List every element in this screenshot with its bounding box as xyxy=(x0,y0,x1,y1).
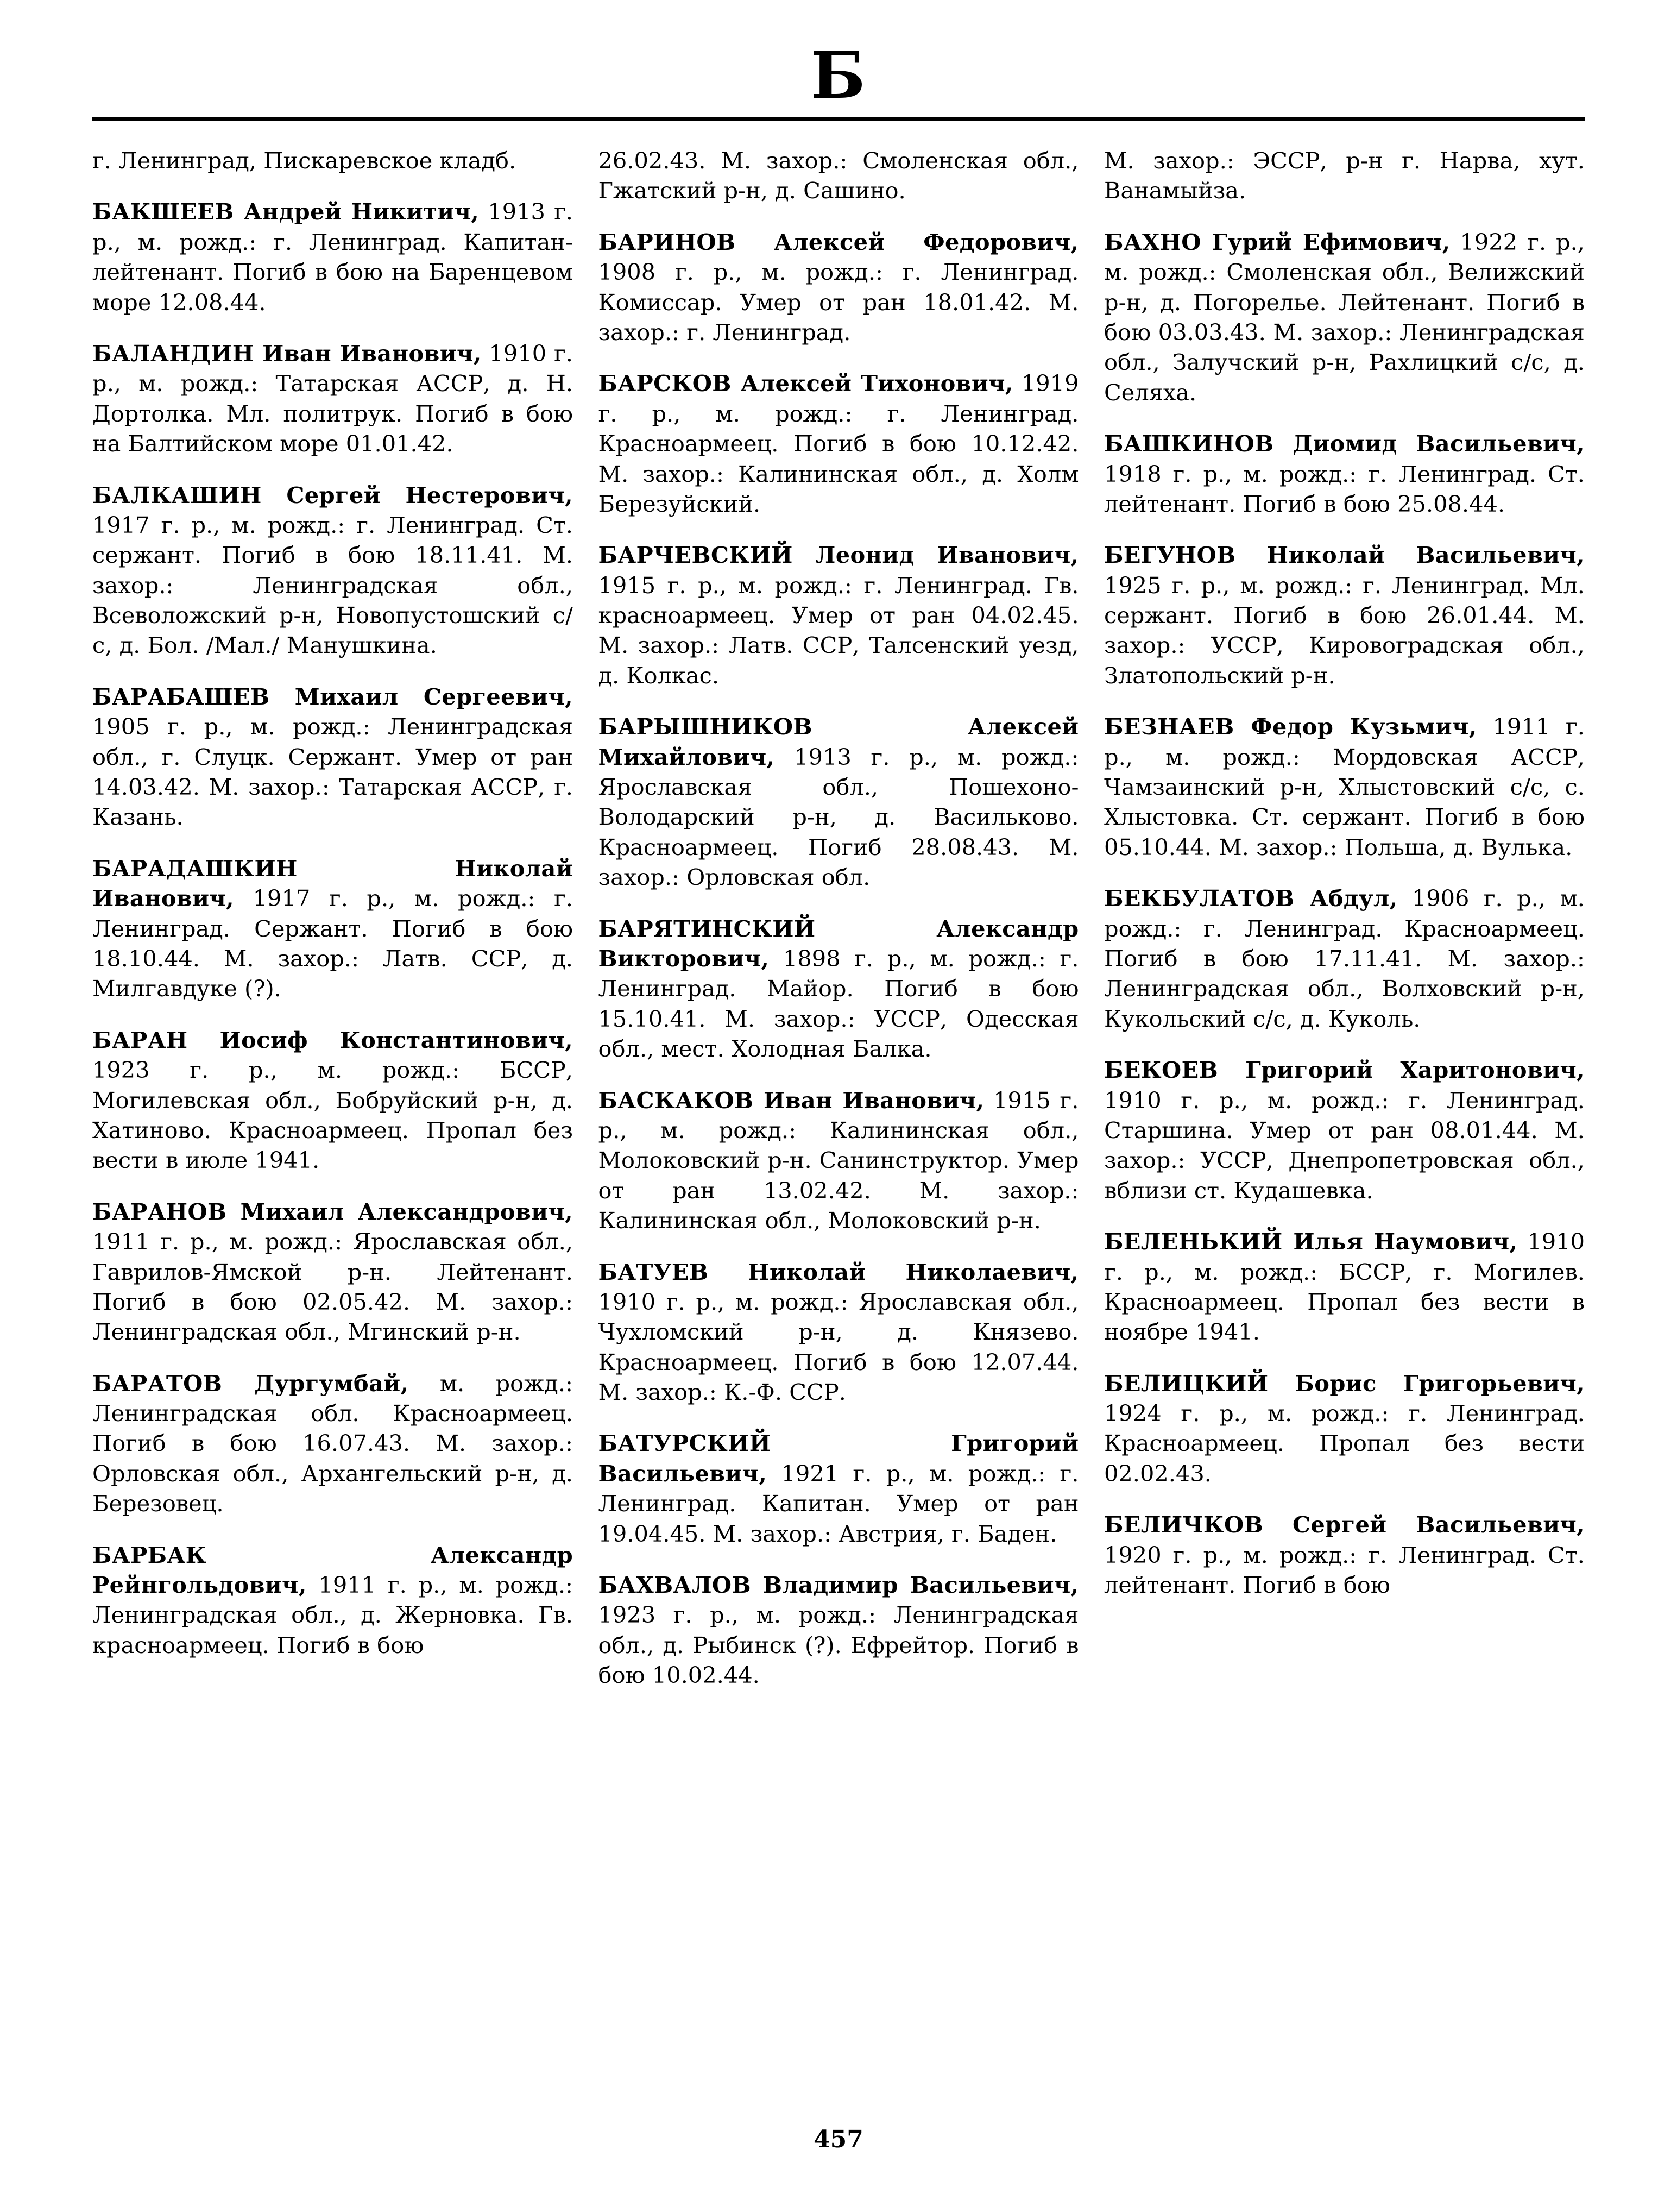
page-number: 457 xyxy=(814,2126,863,2153)
dictionary-entry xyxy=(1104,1227,1585,1347)
columns-container xyxy=(92,146,1585,2058)
dictionary-entry xyxy=(598,540,1079,690)
entry-name: БАРЫШНИКОВ Алексей Михайлович, xyxy=(598,713,1079,770)
entry-body: 1915 г. р., м. рожд.: Калининская обл., Молоковский р-н. Санинструктор. Умер от ран 13.02.42. М. захор.: Калининская обл., Молоковский р-н. xyxy=(598,1086,1079,1234)
entry-body: 1918 г. р., м. рожд.: г. Ленинград. Ст. лейтенант. Погиб в бою 25.08.44. xyxy=(1104,460,1585,517)
entry-body: 1921 г. р., м. рожд.: г. Ленинград. Капитан. Умер от ран 19.04.45. М. захор.: Австрия, г. Баден. xyxy=(598,1460,1079,1547)
dictionary-entry xyxy=(598,368,1079,519)
dictionary-entry xyxy=(92,1540,573,1661)
entry-continuation: 26.02.43. М. захор.: Смоленская обл., Гжатский р-н, д. Сашино. xyxy=(598,147,1079,204)
dictionary-entry xyxy=(598,712,1079,892)
entry-body: 1908 г. р., м. рожд.: г. Ленинград. Комиссар. Умер от ран 18.01.42. М. захор.: г. Ленинград. xyxy=(598,259,1079,345)
entry-name: БАКШЕЕВ Андрей Никитич, xyxy=(92,198,480,225)
entry-body: 1910 г. р., м. рожд.: г. Ленинград. Старшина. Умер от ран 08.01.44. М. захор.: УССР, Днепропетровская обл., вблизи ст. Кудашевка. xyxy=(1104,1086,1585,1204)
dictionary-entry xyxy=(1104,1510,1585,1600)
entry-body: 1905 г. р., м. рожд.: Ленинградская обл., г. Слуцк. Сержант. Умер от ран 14.03.42. М. захор.: Татарская АССР, г. Казань. xyxy=(92,713,573,831)
entry-name: БАРЯТИНСКИЙ Александр Викторович, xyxy=(598,915,1079,972)
entry-body: 1923 г. р., м. рожд.: БССР, Могилевская обл., Бобруйский р-н, д. Хатиново. Красноармеец. Пропал без вести в июле 1941. xyxy=(92,1057,573,1174)
dictionary-entry xyxy=(598,1428,1079,1549)
entry-name: БЕЛИЧКОВ Сергей Васильевич, xyxy=(1104,1511,1585,1538)
dictionary-entry xyxy=(92,682,573,832)
entry-body: 1910 г. р., м. рожд.: Татарская АССР, д. Н. Дортолка. Мл. политрук. Погиб в бою на Балтийском море 01.01.42. xyxy=(92,340,573,457)
entry-name: БЕЛЕНЬКИЙ Илья Наумович, xyxy=(1104,1228,1518,1255)
page-title: Б xyxy=(810,37,867,113)
entry-name: БЕКБУЛАТОВ Абдул, xyxy=(1104,885,1398,912)
dictionary-entry xyxy=(1104,227,1585,407)
entry-continuation: г. Ленинград, Пискаревское кладб. xyxy=(92,147,516,174)
entry-body: 1917 г. р., м. рожд.: г. Ленинград. Сержант. Погиб в бою 18.10.44. М. захор.: Латв. ССР, д. Милгавдуке (?). xyxy=(92,885,573,1002)
dictionary-entry xyxy=(92,197,573,317)
dictionary-entry xyxy=(92,1368,573,1519)
dictionary-entry xyxy=(1104,883,1585,1034)
entry-name: БАРБАК Александр Рейнгольдович, xyxy=(92,1541,573,1599)
dictionary-entry xyxy=(598,914,1079,1064)
entry-name: БАРИНОВ Алексей Федорович, xyxy=(598,228,1079,255)
entry-name: БАХВАЛОВ Владимир Васильевич, xyxy=(598,1572,1079,1599)
entry-name: БАРЧЕВСКИЙ Леонид Иванович, xyxy=(598,542,1079,569)
entry-body: 1925 г. р., м. рожд.: г. Ленинград. Мл. сержант. Погиб в бою 26.01.44. М. захор.: УССР, Кировоградская обл., Златопольский р-н. xyxy=(1104,571,1585,689)
dictionary-entry xyxy=(598,1257,1079,1407)
entry-name: БАРСКОВ Алексей Тихонович, xyxy=(598,370,1013,397)
entry-body: 1911 г. р., м. рожд.: Ярославская обл., Гаврилов-Ямской р-н. Лейтенант. Погиб в бою 02.05.42. М. захор.: Ленинградская обл., Мгинский р-н. xyxy=(92,1228,573,1346)
entry-body: 1906 г. р., м. рожд.: г. Ленинград. Красноармеец. Погиб в бою 17.11.41. М. захор.: Ленинградская обл., Волховский р-н, Кукольский с/с, д. Куколь. xyxy=(1104,885,1585,1032)
entry-body: 1910 г. р., м. рожд.: БССР, г. Могилев. Красноармеец. Пропал без вести в ноябре 1941. xyxy=(1104,1228,1585,1346)
dictionary-entry xyxy=(598,227,1079,348)
entry-name: БАХНО Гурий Ефимович, xyxy=(1104,228,1451,255)
dictionary-entry xyxy=(92,1025,573,1176)
entry-name: БАРАБАШЕВ Михаил Сергеевич, xyxy=(92,683,573,710)
dictionary-entry xyxy=(92,1197,573,1347)
header-divider xyxy=(92,117,1585,121)
dictionary-entry xyxy=(1104,712,1585,862)
column-1 xyxy=(92,146,573,1660)
entry-body: 1924 г. р., м. рожд.: г. Ленинград. Красноармеец. Пропал без вести 02.02.43. xyxy=(1104,1400,1585,1487)
entry-name: БАРАТОВ Дургумбай, xyxy=(92,1369,409,1397)
entry-body: 1915 г. р., м. рожд.: г. Ленинград. Гв. красноармеец. Умер от ран 04.02.45. М. захор.: Латв. ССР, Талсенский уезд, д. Колкас. xyxy=(598,571,1079,689)
entry-name: БАСКАКОВ Иван Иванович, xyxy=(598,1086,985,1114)
dictionary-entry xyxy=(1104,1055,1585,1205)
entry-body: м. рожд.: Ленинградская обл. Красноармеец. Погиб в бою 16.07.43. М. захор.: Орловская обл., Архангельский р-н, д. Березовец. xyxy=(92,1369,573,1517)
entry-name: БАТУРСКИЙ Григорий Васильевич, xyxy=(598,1430,1079,1487)
column-3 xyxy=(1104,146,1585,1600)
entry-body: 1922 г. р., м. рожд.: Смоленская обл., Велижский р-н, д. Погорелье. Лейтенант. Погиб в бою 03.03.43. М. захор.: Ленинградская обл., Залучский р-н, Рахлицкий с/с, д. Селяха. xyxy=(1104,228,1585,406)
entry-continuation: М. захор.: ЭССР, р-н г. Нарва, хут. Ванамыйза. xyxy=(1104,147,1585,204)
entry-name: БАРАНОВ Михаил Александрович, xyxy=(92,1198,573,1225)
dictionary-entry xyxy=(92,480,573,661)
entry-name: БАРАДАШКИН Николай Иванович, xyxy=(92,854,573,912)
entry-body: 1913 г. р., м. рожд.: Ярославская обл., Пошехоно-Володарский р-н, д. Васильково. Красноармеец. Погиб 28.08.43. М. захор.: Орловская обл. xyxy=(598,743,1079,891)
entry-body: 1910 г. р., м. рожд.: Ярославская обл., Чухломский р-н, д. Князево. Красноармеец. Погиб в бою 12.07.44. М. захор.: К.-Ф. ССР. xyxy=(598,1288,1079,1406)
entry-body: 1913 г. р., м. рожд.: г. Ленинград. Капитан-лейтенант. Погиб в бою на Баренцевом море 12.08.44. xyxy=(92,198,573,316)
entry-body: 1898 г. р., м. рожд.: г. Ленинград. Майор. Погиб в бою 15.10.41. М. захор.: УССР, Одесская обл., мест. Холодная Балка. xyxy=(598,945,1079,1063)
column-2 xyxy=(598,146,1079,1691)
entry-name: БАШКИНОВ Диомид Васильевич, xyxy=(1104,430,1585,457)
entry-body: 1911 г. р., м. рожд.: Ленинградская обл., д. Жерновка. Гв. красноармеец. Погиб в бою xyxy=(92,1572,573,1658)
dictionary-entry xyxy=(598,1570,1079,1691)
entry-body: 1923 г. р., м. рожд.: Ленинградская обл., д. Рыбинск (?). Ефрейтор. Погиб в бою 10.02.44. xyxy=(598,1601,1079,1689)
dictionary-entry xyxy=(92,853,573,1004)
entry-body: 1911 г. р., м. рожд.: Мордовская АССР, Чамзаинский р-н, Хлыстовский с/с, с. Хлыстовка. Ст. сержант. Погиб в бою 05.10.44. М. захор.: Польша, д. Вулька. xyxy=(1104,713,1585,860)
entry-body: 1919 г. р., м. рожд.: г. Ленинград. Красноармеец. Погиб в бою 10.12.42. М. захор.: Калининская обл., д. Холм Березуйский. xyxy=(598,370,1079,517)
entry-body: 1917 г. р., м. рожд.: г. Ленинград. Ст. сержант. Погиб в бою 18.11.41. М. захор.: Ленинградская обл., Всеволожский р-н, Новопустошский с/с, д. Бол. /Мал./ Манушкина. xyxy=(92,511,573,659)
entry-name: БЕКОЕВ Григорий Харитонович, xyxy=(1104,1057,1585,1084)
dictionary-entry xyxy=(1104,429,1585,519)
entry-name: БЕГУНОВ Николай Васильевич, xyxy=(1104,542,1585,569)
dictionary-entry xyxy=(1104,540,1585,690)
dictionary-entry xyxy=(92,338,573,459)
entry-name: БАЛКАШИН Сергей Нестерович, xyxy=(92,481,573,508)
entry-name: БАРАН Иосиф Константинович, xyxy=(92,1026,573,1053)
dictionary-entry xyxy=(1104,1368,1585,1489)
entry-name: БАЛАНДИН Иван Иванович, xyxy=(92,340,482,367)
entry-name: БЕЛИЦКИЙ Борис Григорьевич, xyxy=(1104,1369,1585,1397)
entry-name: БАТУЕВ Николай Николаевич, xyxy=(598,1258,1079,1285)
dictionary-entry xyxy=(598,1085,1079,1236)
entry-body: 1920 г. р., м. рожд.: г. Ленинград. Ст. лейтенант. Погиб в бою xyxy=(1104,1541,1585,1599)
entry-name: БЕЗНАЕВ Федор Кузьмич, xyxy=(1104,713,1477,740)
